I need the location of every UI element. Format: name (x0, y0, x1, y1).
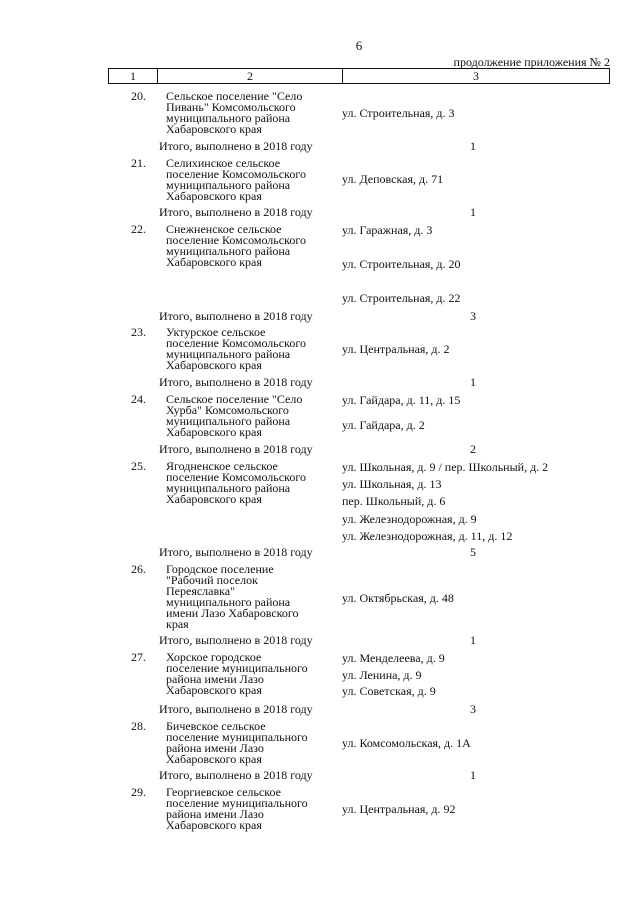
settlement-name: Георгиевское сельское поселение муниципального района имени Лазо Хабаровского края (166, 785, 308, 832)
address: ул. Комсомольская, д. 1А (342, 736, 471, 750)
address: ул. Гаражная, д. 3 (342, 223, 433, 237)
row-number: 22. (131, 222, 146, 236)
row-number: 26. (131, 562, 146, 576)
address: пер. Школьный, д. 6 (342, 494, 446, 508)
settlement-name: Сельское поселение "Село Хурба" Комсомольского муниципального района Хабаровского края (166, 392, 303, 439)
page-number: 6 (355, 38, 363, 53)
total-value: 1 (470, 768, 476, 782)
total-label: Итого, выполнено в 2018 году (159, 309, 313, 323)
settlement-name: Сельское поселение "Село Пивань" Комсомольского муниципального района Хабаровского края (166, 89, 303, 136)
total-value: 1 (470, 139, 476, 153)
row-number: 25. (131, 459, 146, 473)
row-number: 27. (131, 650, 146, 664)
total-label: Итого, выполнено в 2018 году (159, 633, 313, 647)
address: ул. Октябрьская, д. 48 (342, 591, 454, 605)
row-number: 29. (131, 785, 146, 799)
settlement-name: Городское поселение "Рабочий поселок Переяславка" муниципального района имени Лазо Хабаровского края (166, 562, 299, 631)
total-label: Итого, выполнено в 2018 году (159, 545, 313, 559)
address: ул. Менделеева, д. 9 (342, 651, 445, 665)
address: ул. Гайдара, д. 11, д. 15 (342, 393, 461, 407)
address: ул. Строительная, д. 3 (342, 106, 455, 120)
total-label: Итого, выполнено в 2018 году (159, 205, 313, 219)
column-header-3: 3 (343, 69, 610, 84)
settlement-name: Хорское городское поселение муниципального района имени Лазо Хабаровского края (166, 650, 308, 697)
total-value: 1 (470, 375, 476, 389)
appendix-note: продолжение приложения № 2 (453, 55, 610, 69)
total-label: Итого, выполнено в 2018 году (159, 442, 313, 456)
settlement-name: Бичевское сельское поселение муниципального района имени Лазо Хабаровского края (166, 719, 308, 766)
address: ул. Центральная, д. 2 (342, 342, 450, 356)
total-label: Итого, выполнено в 2018 году (159, 139, 313, 153)
settlement-name: Селихинское сельское поселение Комсомольского муниципального района Хабаровского края (166, 156, 306, 203)
address: ул. Школьная, д. 13 (342, 477, 442, 491)
column-header-1: 1 (109, 69, 158, 84)
total-label: Итого, выполнено в 2018 году (159, 702, 313, 716)
address: ул. Строительная, д. 20 (342, 257, 461, 271)
total-value: 3 (470, 702, 476, 716)
total-label: Итого, выполнено в 2018 году (159, 375, 313, 389)
address: ул. Школьная, д. 9 / пер. Школьный, д. 2 (342, 460, 549, 474)
total-value: 3 (470, 309, 476, 323)
settlement-name: Ягодненское сельское поселение Комсомольского муниципального района Хабаровского края (166, 459, 306, 506)
address: ул. Строительная, д. 22 (342, 291, 461, 305)
total-value: 1 (470, 633, 476, 647)
address: ул. Гайдара, д. 2 (342, 418, 425, 432)
settlement-name: Уктурское сельское поселение Комсомольского муниципального района Хабаровского края (166, 325, 306, 372)
row-number: 24. (131, 392, 146, 406)
column-header-2: 2 (158, 69, 343, 84)
row-number: 20. (131, 89, 146, 103)
total-value: 1 (470, 205, 476, 219)
row-number: 21. (131, 156, 146, 170)
address: ул. Деповская, д. 71 (342, 172, 444, 186)
address: ул. Центральная, д. 92 (342, 802, 456, 816)
row-number: 28. (131, 719, 146, 733)
total-value: 5 (470, 545, 476, 559)
settlement-name: Снежненское сельское поселение Комсомольского муниципального района Хабаровского края (166, 222, 306, 269)
column-header-table (108, 68, 610, 84)
address: ул. Советская, д. 9 (342, 684, 436, 698)
row-number: 23. (131, 325, 146, 339)
address: ул. Ленина, д. 9 (342, 668, 422, 682)
address: ул. Железнодорожная, д. 9 (342, 512, 477, 526)
total-label: Итого, выполнено в 2018 году (159, 768, 313, 782)
address: ул. Железнодорожная, д. 11, д. 12 (342, 529, 513, 543)
total-value: 2 (470, 442, 476, 456)
